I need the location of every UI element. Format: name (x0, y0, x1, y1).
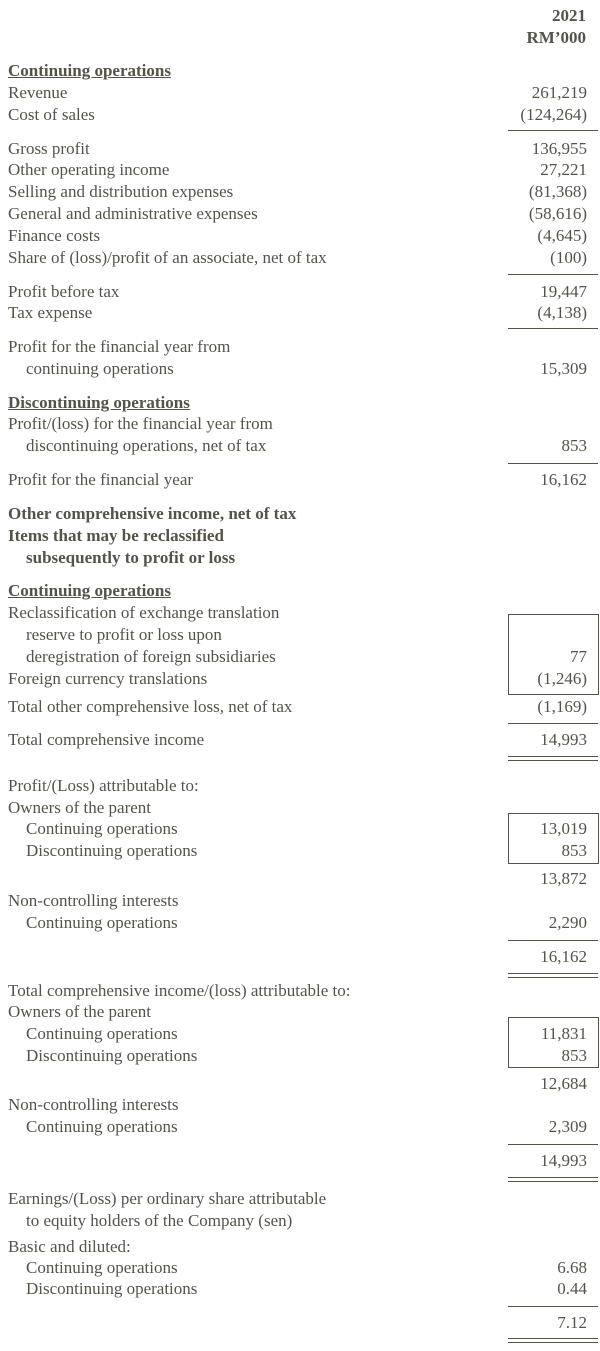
oci-heading: Other comprehensive income, net of tax (8, 504, 297, 523)
finance-costs-label: Finance costs (8, 226, 101, 245)
subtotal-rule (508, 328, 598, 329)
subtotal-rule (508, 463, 598, 464)
profit-attr-nci: Non-controlling interests (8, 891, 179, 910)
profit-attr-cont-label: Continuing operations (26, 819, 178, 838)
gross-profit-value: 136,955 (531, 139, 587, 158)
associate-label: Share of (loss)/profit of an associate, net of tax (8, 248, 327, 267)
selling-value: (81,368) (528, 182, 587, 201)
subtotal-rule (508, 940, 598, 941)
tax-value: (4,138) (537, 303, 587, 322)
revenue-value: 261,219 (531, 83, 587, 102)
fx-label: Foreign currency translations (8, 669, 208, 688)
tci-attr-heading: Total comprehensive income/(loss) attributable to: (8, 981, 351, 1000)
tci-attr-nci-cont-label: Continuing operations (26, 1117, 178, 1136)
eps-heading-2: to equity holders of the Company (sen) (26, 1211, 293, 1230)
subtotal-rule (508, 274, 598, 275)
eps-heading-1: Earnings/(Loss) per ordinary share attributable (8, 1189, 327, 1208)
reclass-value: 77 (570, 647, 587, 666)
other-income-label: Other operating income (8, 160, 170, 179)
eps-total-value: 7.12 (557, 1313, 587, 1332)
profit-disc-value: 853 (561, 436, 587, 455)
admin-label: General and administrative expenses (8, 204, 258, 223)
finance-costs-value: (4,645) (537, 226, 587, 245)
eps-cont-label: Continuing operations (26, 1258, 178, 1277)
tci-owners-total: 12,684 (540, 1074, 587, 1093)
profit-owners-total: 13,872 (540, 869, 587, 888)
profit-attr-nci-cont-label: Continuing operations (26, 913, 178, 932)
profit-attr-nci-cont-value: 2,290 (548, 913, 587, 932)
subtotal-rule (508, 694, 598, 695)
pbt-value: 19,447 (540, 282, 587, 301)
profit-attr-cont-value: 13,019 (540, 819, 587, 838)
tci-attr-cont-label: Continuing operations (26, 1024, 178, 1043)
reclass-label-2: reserve to profit or loss upon (26, 625, 222, 644)
total-double-rule (508, 1338, 598, 1343)
oci-items-heading-2: subsequently to profit or loss (26, 548, 236, 567)
oci-items-heading: Items that may be reclassified (8, 526, 224, 545)
section-continuing-heading: Continuing operations (8, 61, 171, 80)
eps-disc-value: 0.44 (557, 1279, 587, 1298)
oci-continuing-heading: Continuing operations (8, 581, 171, 600)
reclass-label-1: Reclassification of exchange translation (8, 603, 280, 622)
total-double-rule (508, 1177, 598, 1182)
profit-year-label: Profit for the financial year (8, 470, 194, 489)
other-income-value: 27,221 (540, 160, 587, 179)
tax-label: Tax expense (8, 303, 93, 322)
cost-of-sales-value: (124,264) (520, 105, 587, 124)
profit-attr-disc-label: Discontinuing operations (26, 841, 198, 860)
subtotal-rule (508, 130, 598, 131)
subtotal-rule (508, 723, 598, 724)
profit-cont-label-1: Profit for the financial year from (8, 337, 231, 356)
profit-cont-value: 15,309 (540, 359, 587, 378)
profit-disc-label-2: discontinuing operations, net of tax (26, 436, 267, 455)
column-unit: RM’000 (526, 28, 586, 47)
eps-disc-label: Discontinuing operations (26, 1279, 198, 1298)
pbt-label: Profit before tax (8, 282, 120, 301)
total-double-rule (508, 756, 598, 761)
profit-attr-disc-value: 853 (561, 841, 587, 860)
profit-disc-label-1: Profit/(loss) for the financial year from (8, 414, 273, 433)
total-double-rule (508, 973, 598, 978)
profit-cont-label-2: continuing operations (26, 359, 174, 378)
profit-year-value: 16,162 (540, 470, 587, 489)
admin-value: (58,616) (528, 204, 587, 223)
eps-basic-label: Basic and diluted: (8, 1237, 131, 1256)
total-oci-label: Total other comprehensive loss, net of tax (8, 697, 293, 716)
reclass-label-3: deregistration of foreign subsidiaries (26, 647, 276, 666)
tci-attr-owners: Owners of the parent (8, 1002, 152, 1021)
total-oci-value: (1,169) (537, 697, 587, 716)
subtotal-rule (508, 1306, 598, 1307)
column-year: 2021 (552, 6, 586, 25)
tci-value: 14,993 (540, 730, 587, 749)
cost-of-sales-label: Cost of sales (8, 105, 95, 124)
subtotal-rule (508, 1144, 598, 1145)
revenue-label: Revenue (8, 83, 68, 102)
eps-cont-value: 6.68 (557, 1258, 587, 1277)
tci-attr-nci-cont-value: 2,309 (548, 1117, 587, 1136)
fx-value: (1,246) (537, 669, 587, 688)
profit-attr-total: 16,162 (540, 947, 587, 966)
section-discontinuing-heading: Discontinuing operations (8, 393, 190, 412)
associate-value: (100) (550, 248, 587, 267)
tci-attr-nci: Non-controlling interests (8, 1095, 179, 1114)
gross-profit-label: Gross profit (8, 139, 90, 158)
tci-attr-disc-value: 853 (561, 1046, 587, 1065)
profit-attr-heading: Profit/(Loss) attributable to: (8, 776, 199, 795)
selling-label: Selling and distribution expenses (8, 182, 234, 201)
tci-attr-total: 14,993 (540, 1151, 587, 1170)
tci-attr-disc-label: Discontinuing operations (26, 1046, 198, 1065)
profit-attr-owners: Owners of the parent (8, 798, 152, 817)
tci-attr-cont-value: 11,831 (540, 1024, 587, 1043)
tci-label: Total comprehensive income (8, 730, 205, 749)
